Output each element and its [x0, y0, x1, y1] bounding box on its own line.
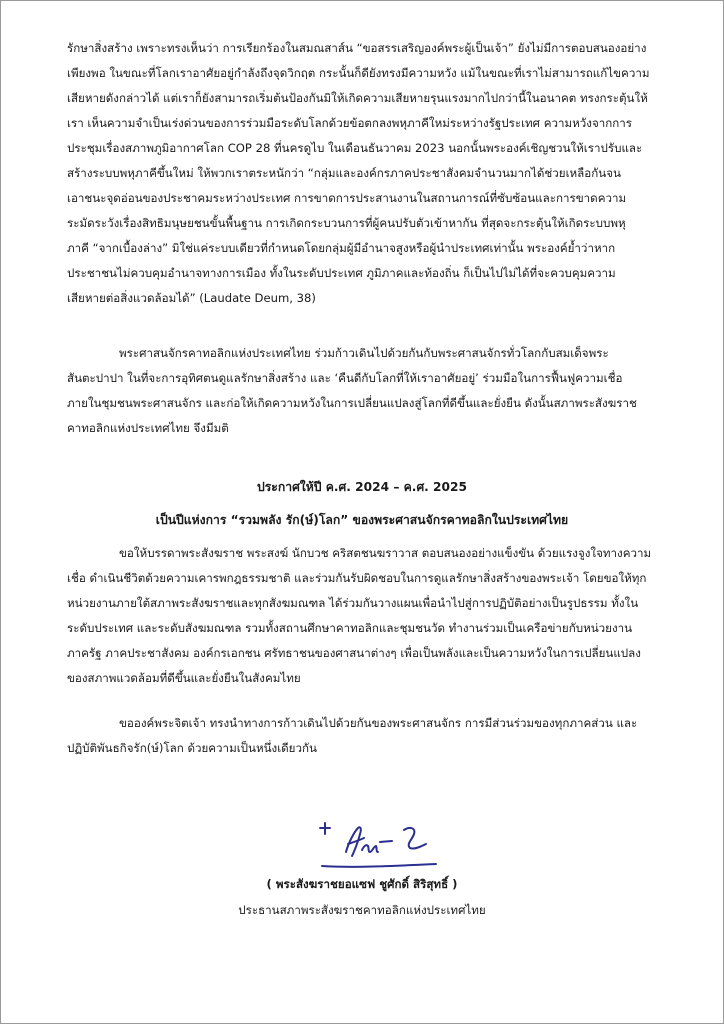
text-line: เรา เห็นความจำเป็นเร่งด่วนของการร่วมมือระดับโลกด้วยข้อตกลงพหุภาคีใหม่ระหว่างรัฐประเทศ ความหวังจากการ	[67, 116, 633, 130]
text-line: เสียหายต่อสิ่งแวดล้อมได้” (Laudate Deum, 38)	[67, 291, 316, 305]
text-line: เสียหายดังกล่าวได้ แต่เราก็ยังสามารถเริ่มต้นป้องกันมิให้เกิดความเสียหายรุนแรงมากไปกว่านี้ในอนาคต ทรงกระตุ้นให้	[67, 91, 648, 105]
text-line: เชื่อ ดำเนินชีวิตด้วยความเคารพกฎธรรมชาติ และร่วมกันรับผิดชอบในการดูแลรักษาสิ่งสร้างของพระเจ้า โดยขอให้ทุก	[67, 571, 647, 585]
signer-title: ประธานสภาพระสังฆราชคาทอลิกแห่งประเทศไทย	[238, 903, 486, 917]
signer-name: ( พระสังฆราชยอแซฟ ชูศักดิ์ สิริสุทธิ์ )	[266, 877, 458, 891]
signature-strokes	[320, 823, 436, 867]
text-line: ระมัดระวังเรื่องสิทธิมนุษยชนขั้นพื้นฐาน การเกิดกระบวนการที่ผู้คนปรับตัวเข้าหากัน ที่สุดจะกระตุ้นให้เกิดระบบพหุ	[67, 216, 626, 230]
text-line: ภายในชุมชนพระศาสนจักร และก่อให้เกิดความหวังในการเปลี่ยนแปลงสู่โลกที่ดีขึ้นและยั่งยืน ดังนั้นสภาพระสังฆราช	[67, 396, 637, 410]
text-line: คาทอลิกแห่งประเทศไทย จึงมีมติ	[67, 421, 229, 435]
text-line: หน่วยงานภายใต้สภาพระสังฆราชและทุกสังฆมณฑล ได้ร่วมกันวางแผนเพื่อนำไปสู่การปฏิบัติอย่างเป็นรูปธรรม ทั้งใน	[67, 596, 639, 610]
text-line: สันตะปาปา ในที่จะการอุทิศตนดูแลรักษาสิ่งสร้าง และ ‘คืนดีกับโลกที่ให้เราอาศัยอยู่’ ร่วมมือในการฟื้นฟูความเชื่อ	[67, 371, 623, 385]
text-line: ปฏิบัติพันธกิจรัก(ษ์)โลก ด้วยความเป็นหนึ่งเดียวกัน	[67, 741, 317, 755]
text-line: เอาชนะจุดอ่อนของประชาคมระหว่างประเทศ การขาดการประสานงานในสถานการณ์ที่ซับซ้อนและการขาดความ	[67, 191, 627, 205]
text-line: ภาครัฐ ภาคประชาสังคม องค์กรเอกชน ศรัทธาชนของศาสนาต่างๆ เพื่อเป็นพลังและเป็นความหวังในการเปลี่ยนแปลง	[67, 646, 641, 660]
text-line: ประชุมเรื่องสภาพภูมิอากาศโลก COP 28 ที่นครดูไบ ในเดือนธันวาคม 2023 นอกนั้นพระองค์เชิญชวนให้เราปรับและ	[67, 141, 643, 155]
handwritten-signature	[314, 822, 444, 874]
text-line: รักษาสิ่งสร้าง เพราะทรงเห็นว่า การเรียกร้องในสมณสาส์น “ขอสรรเสริญองค์พระผู้เป็นเจ้า” ยังไม่มีการตอบสนองอย่าง	[67, 41, 647, 55]
text-line: ของสภาพแวดล้อมที่ดีขึ้นและยั่งยืนในสังคมไทย	[67, 671, 301, 685]
text-line: ขอให้บรรดาพระสังฆราช พระสงฆ์ นักบวช คริสตชนฆราวาส ตอบสนองอย่างแข็งขัน ด้วยแรงจูงใจทางความ	[119, 546, 652, 560]
text-line: สร้างระบบพหุภาคีขึ้นใหม่ ให้พวกเราตระหนักว่า “กลุ่มและองค์กรภาคประชาสังคมจำนวนมากได้ช่วยเหลือกันจน	[67, 166, 621, 180]
text-line: พระศาสนจักรคาทอลิกแห่งประเทศไทย ร่วมก้าวเดินไปด้วยกันกับพระศาสนจักรทั่วโลกกับสมเด็จพระ	[119, 346, 609, 360]
text-line: ภาคี “จากเบื้องล่าง” มิใช่แค่ระบบเดียวที่กำหนดโดยกลุ่มผู้มีอำนาจสูงหรือผู้นำประเทศเท่านั้น พระองค์ย้ำว่าหาก	[67, 241, 616, 255]
text-line: ระดับประเทศ และระดับสังฆมณฑล รวมทั้งสถานศึกษาคาทอลิกและชุมชนวัด ทำงานร่วมเป็นเครือข่ายกับหน่วยงาน	[67, 621, 633, 635]
announcement-line: ประกาศให้ปี ค.ศ. 2024 – ค.ศ. 2025	[257, 480, 467, 494]
text-line: เพียงพอ ในขณะที่โลกเราอาศัยอยู่กำลังถึงจุดวิกฤต กระนั้นก็ดียังทรงมีความหวัง แม้ในขณะที่เราไม่สามารถแก้ไขความ	[67, 66, 650, 80]
text-line: ขอองค์พระจิตเจ้า ทรงนำทางการก้าวเดินไปด้วยกันของพระศาสนจักร การมีส่วนร่วมของทุกภาคส่วน และ	[119, 716, 638, 730]
text-line: ประชาชนไม่ควบคุมอำนาจทางการเมือง ทั้งในระดับประเทศ ภูมิภาคและท้องถิ่น ก็เป็นไปไม่ได้ที่จะควบคุมความ	[67, 266, 616, 280]
theme-line: เป็นปีแห่งการ “รวมพลัง รัก(ษ์)โลก” ของพระศาสนจักรคาทอลิกในประเทศไทย	[155, 513, 569, 527]
